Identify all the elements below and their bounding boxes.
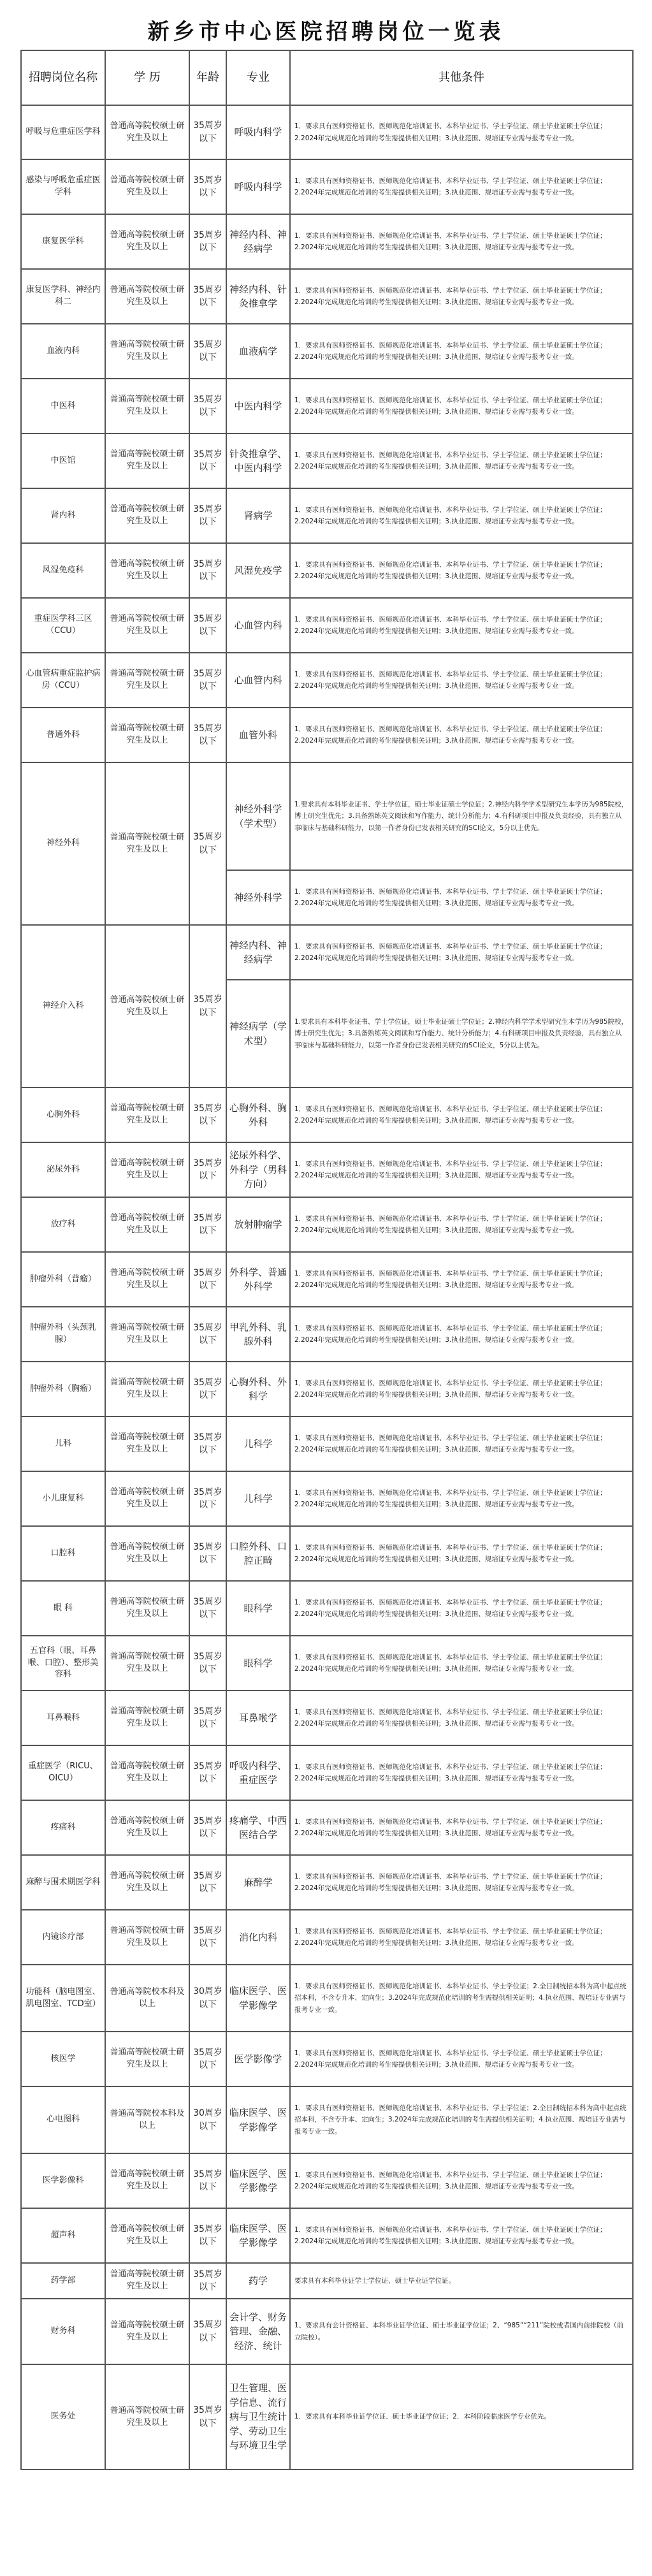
age-cell: 35周岁以下 [189, 269, 226, 324]
education-cell: 普通高等院校硕士研究生及以上 [105, 1416, 189, 1471]
major-cell: 神经内科、神经病学 [226, 214, 290, 269]
table-row [21, 1416, 633, 1471]
major-cell: 心血管内科 [226, 598, 290, 653]
age-cell: 35周岁以下 [189, 1197, 226, 1252]
table-row [21, 324, 633, 379]
education-cell: 普通高等院校硕士研究生及以上 [105, 1088, 189, 1142]
education-cell: 普通高等院校硕士研究生及以上 [105, 543, 189, 598]
education-cell: 普通高等院校硕士研究生及以上 [105, 324, 189, 379]
table-row [21, 1965, 633, 2032]
age-cell: 35周岁以下 [189, 324, 226, 379]
education-cell: 普通高等院校硕士研究生及以上 [105, 1471, 189, 1526]
education-cell: 普通高等院校本科及以上 [105, 1965, 189, 2032]
table-row [21, 269, 633, 324]
education-cell: 普通高等院校硕士研究生及以上 [105, 1745, 189, 1800]
major-cell: 会计学、财务管理、金融、经济、统计 [226, 2299, 290, 2364]
age-cell: 35周岁以下 [189, 105, 226, 159]
conditions-cell: 1．要求具有医师资格证书、医师规范化培训证书、本科毕业证书、学士学位证、硕士毕业证硕士学位证；2.2024年完成规范化培训的考生需提供相关证明；3.执业范围、规培证专业需与报考专业一致。 [290, 925, 633, 980]
conditions-cell: 1．要求具有医师资格证书、医师规范化培训证书、本科毕业证书、学士学位证、硕士毕业证硕士学位证；2.2024年完成规范化培训的考生需提供相关证明；3.执业范围、规培证专业需与报考专业一致。 [290, 105, 633, 159]
major-cell: 眼科学 [226, 1636, 290, 1691]
education-cell: 普通高等院校硕士研究生及以上 [105, 2208, 189, 2263]
age-cell: 35周岁以下 [189, 1581, 226, 1636]
dept-cell: 肿瘤外科（普瘤） [21, 1252, 105, 1307]
age-cell: 35周岁以下 [189, 1471, 226, 1526]
conditions-cell: 1．要求具有医师资格证书、医师规范化培训证书、本科毕业证书、学士学位证、硕士毕业证硕士学位证；2.2024年完成规范化培训的考生需提供相关证明；3.执业范围、规培证专业需与报考专业一致。 [290, 1691, 633, 1745]
major-cell: 中医内科学 [226, 379, 290, 433]
dept-cell: 普通外科 [21, 708, 105, 762]
major-cell: 风湿免疫学 [226, 543, 290, 598]
dept-cell: 康复医学科 [21, 214, 105, 269]
age-cell: 35周岁以下 [189, 1910, 226, 1965]
major-cell: 神经内科、神经病学 [226, 925, 290, 980]
conditions-cell: 1．要求具有医师资格证书、医师规范化培训证书、本科毕业证书、学士学位证、硕士毕业证硕士学位证；2.2024年完成规范化培训的考生需提供相关证明；3.执业范围、规培证专业需与报考专业一致。 [290, 1800, 633, 1855]
table-row [21, 1526, 633, 1581]
major-cell: 临床医学、医学影像学 [226, 1965, 290, 2032]
major-cell: 针灸推拿学、中医内科学 [226, 433, 290, 488]
age-cell: 35周岁以下 [189, 1088, 226, 1142]
header-major: 专业 [226, 50, 290, 105]
major-cell: 口腔外科、口腔正畸 [226, 1526, 290, 1581]
age-cell: 35周岁以下 [189, 1800, 226, 1855]
major-cell: 眼科学 [226, 1581, 290, 1636]
age-cell: 35周岁以下 [189, 2032, 226, 2086]
age-cell: 35周岁以下 [189, 2263, 226, 2299]
conditions-cell: 1．要求具有医师资格证书、医师规范化培训证书、本科毕业证书、学士学位证、硕士毕业证硕士学位证；2.2024年完成规范化培训的考生需提供相关证明；3.执业范围、规培证专业需与报考专业一致。 [290, 488, 633, 543]
conditions-cell: 1．要求具有医师资格证书、医师规范化培训证书、本科毕业证书、学士学位证、硕士毕业证硕士学位证；2.2024年完成规范化培训的考生需提供相关证明；3.执业范围、规培证专业需与报考专业一致。 [290, 708, 633, 762]
table-row [21, 1636, 633, 1691]
dept-cell: 心血管病重症监护病房（CCU） [21, 653, 105, 708]
major-cell: 呼吸内科学 [226, 159, 290, 214]
conditions-cell: 1．要求具有医师资格证书、医师规范化培训证书、本科毕业证书、学士学位证、硕士毕业证硕士学位证；2.2024年完成规范化培训的考生需提供相关证明；3.执业范围、规培证专业需与报考专业一致。 [290, 1581, 633, 1636]
conditions-cell: 1．要求具有医师资格证书、医师规范化培训证书、本科毕业证书、学士学位证、硕士毕业证硕士学位证；2.2024年完成规范化培训的考生需提供相关证明；3.执业范围、规培证专业需与报考专业一致。 [290, 1362, 633, 1416]
table-row [21, 708, 633, 762]
conditions-cell: 1．要求具有医师资格证书、医师规范化培训证书、本科毕业证书、学士学位证、硕士毕业证硕士学位证；2.2024年完成规范化培训的考生需提供相关证明；3.执业范围、规培证专业需与报考专业一致。 [290, 870, 633, 925]
table-row [21, 2208, 633, 2263]
dept-cell: 重症医学科三区（CCU） [21, 598, 105, 653]
table-row [21, 159, 633, 214]
education-cell: 普通高等院校硕士研究生及以上 [105, 1636, 189, 1691]
major-cell: 药学 [226, 2263, 290, 2299]
education-cell: 普通高等院校硕士研究生及以上 [105, 1800, 189, 1855]
conditions-cell: 1.要求具有本科毕业证书、学士学位证，硕士毕业证硕士学位证；2.神经内科学学术型研究生本学历为985院校，博士研究生优先；3.具备熟练英文阅读和写作能力、统计分析能力；4.有科研项目申报及负责经验，具有独立从事临床与基础科研能力，以第一作者身份已发表相关研究的SCI论文，5分以上优先。 [290, 980, 633, 1088]
major-cell: 心血管内科 [226, 653, 290, 708]
major-cell: 呼吸内科学、重症医学 [226, 1745, 290, 1800]
table-row [21, 433, 633, 488]
conditions-cell: 1．要求具有医师资格证书、医师规范化培训证书、本科毕业证书、学士学位证、硕士毕业证硕士学位证；2.2024年完成规范化培训的考生需提供相关证明；3.执业范围、规培证专业需与报考专业一致。 [290, 1252, 633, 1307]
major-cell: 神经内科、针灸推拿学 [226, 269, 290, 324]
education-cell: 普通高等院校硕士研究生及以上 [105, 1581, 189, 1636]
dept-cell: 小儿康复科 [21, 1471, 105, 1526]
table-row [21, 1362, 633, 1416]
age-cell: 35周岁以下 [189, 2364, 226, 2470]
table-row [21, 1581, 633, 1636]
table-row [21, 1800, 633, 1855]
dept-cell: 核医学 [21, 2032, 105, 2086]
table-row [21, 2153, 633, 2208]
table-body [21, 105, 633, 2470]
conditions-cell: 1．要求具有医师资格证书、医师规范化培训证书、本科毕业证书、学士学位证、硕士毕业证硕士学位证；2.2024年完成规范化培训的考生需提供相关证明；3.执业范围、规培证专业需与报考专业一致。 [290, 1636, 633, 1691]
dept-cell: 心电图科 [21, 2086, 105, 2153]
age-cell: 35周岁以下 [189, 2208, 226, 2263]
education-cell: 普通高等院校硕士研究生及以上 [105, 653, 189, 708]
major-cell: 麻醉学 [226, 1855, 290, 1910]
major-cell: 医学影像学 [226, 2032, 290, 2086]
conditions-cell: 1．要求具有医师资格证书、医师规范化培训证书、本科毕业证书、学士学位证、硕士毕业证硕士学位证；2.2024年完成规范化培训的考生需提供相关证明；3.执业范围、规培证专业需与报考专业一致。 [290, 269, 633, 324]
age-cell: 35周岁以下 [189, 1307, 226, 1362]
education-cell: 普通高等院校硕士研究生及以上 [105, 2299, 189, 2364]
age-cell: 35周岁以下 [189, 1416, 226, 1471]
dept-cell: 神经外科 [21, 762, 105, 925]
major-cell: 心胸外科、外科学 [226, 1362, 290, 1416]
conditions-cell: 1．要求具有医师资格证书、医师规范化培训证书、本科毕业证书、学士学位证、硕士毕业证硕士学位证；2.2024年完成规范化培训的考生需提供相关证明；3.执业范围、规培证专业需与报考专业一致。 [290, 379, 633, 433]
table-row [21, 1307, 633, 1362]
age-cell: 35周岁以下 [189, 1252, 226, 1307]
dept-cell: 五官科（眼、耳鼻喉、口腔）、整形美容科 [21, 1636, 105, 1691]
age-cell: 35周岁以下 [189, 1362, 226, 1416]
education-cell: 普通高等院校硕士研究生及以上 [105, 2364, 189, 2470]
conditions-cell: 1．要求具有医师资格证书、医师规范化培训证书、本科毕业证书、学士学位证、硕士毕业证硕士学位证；2.2024年完成规范化培训的考生需提供相关证明；3.执业范围、规培证专业需与报考专业一致。 [290, 1745, 633, 1800]
conditions-cell: 1．要求具有医师资格证书、医师规范化培训证书、本科毕业证书、学士学位证、硕士毕业证硕士学位证；2.2024年完成规范化培训的考生需提供相关证明；3.执业范围、规培证专业需与报考专业一致。 [290, 324, 633, 379]
conditions-cell: 1．要求具有医师资格证书、医师规范化培训证书、本科毕业证书、学士学位证、硕士毕业证硕士学位证；2.2024年完成规范化培训的考生需提供相关证明；3.执业范围、规培证专业需与报考专业一致。 [290, 2153, 633, 2208]
major-cell: 临床医学、医学影像学 [226, 2086, 290, 2153]
table-row [21, 2086, 633, 2153]
age-cell: 35周岁以下 [189, 1691, 226, 1745]
table-row [21, 379, 633, 433]
education-cell: 普通高等院校硕士研究生及以上 [105, 214, 189, 269]
age-cell: 35周岁以下 [189, 2153, 226, 2208]
age-cell: 35周岁以下 [189, 379, 226, 433]
age-cell: 35周岁以下 [189, 598, 226, 653]
conditions-cell: 1．要求具有医师资格证书、医师规范化培训证书、本科毕业证书、学士学位证、硕士毕业证硕士学位证；2.2024年完成规范化培训的考生需提供相关证明；3.执业范围、规培证专业需与报考专业一致。 [290, 1855, 633, 1910]
education-cell: 普通高等院校硕士研究生及以上 [105, 2153, 189, 2208]
age-cell: 35周岁以下 [189, 433, 226, 488]
dept-cell: 神经介入科 [21, 925, 105, 1088]
age-cell: 35周岁以下 [189, 2299, 226, 2364]
conditions-cell: 1．要求具有医师资格证书、医师规范化培训证书、本科毕业证书、学士学位证、硕士毕业证硕士学位证；2.2024年完成规范化培训的考生需提供相关证明；3.执业范围、规培证专业需与报考专业一致。 [290, 1416, 633, 1471]
education-cell: 普通高等院校本科及以上 [105, 2086, 189, 2153]
conditions-cell: 1．要求具有医师资格证书、医师规范化培训证书、本科毕业证书、学士学位证；2.全日制统招本科为高中起点统招本科，不含专升本、定向生；3.2024年完成规范化培训的考生需提供相关证明；4.执业范围、规培证专业需与报考专业一致。 [290, 1965, 633, 2032]
age-cell: 35周岁以下 [189, 543, 226, 598]
table-row [21, 1088, 633, 1142]
major-cell: 甲乳外科、乳腺外科 [226, 1307, 290, 1362]
major-cell: 耳鼻喉学 [226, 1691, 290, 1745]
dept-cell: 康复医学科、神经内科二 [21, 269, 105, 324]
education-cell: 普通高等院校硕士研究生及以上 [105, 1142, 189, 1197]
table-row [21, 1691, 633, 1745]
table-row [21, 543, 633, 598]
dept-cell: 感染与呼吸危重症医学科 [21, 159, 105, 214]
conditions-cell: 1．要求具有医师资格证书、医师规范化培训证书、本科毕业证书、学士学位证、硕士毕业证硕士学位证；2.2024年完成规范化培训的考生需提供相关证明；3.执业范围、规培证专业需与报考专业一致。 [290, 598, 633, 653]
dept-cell: 财务科 [21, 2299, 105, 2364]
education-cell: 普通高等院校硕士研究生及以上 [105, 1910, 189, 1965]
education-cell: 普通高等院校硕士研究生及以上 [105, 269, 189, 324]
education-cell: 普通高等院校硕士研究生及以上 [105, 159, 189, 214]
education-cell: 普通高等院校硕士研究生及以上 [105, 1307, 189, 1362]
conditions-cell: 1．要求具有医师资格证书、医师规范化培训证书、本科毕业证书、学士学位证、硕士毕业证硕士学位证；2.2024年完成规范化培训的考生需提供相关证明；3.执业范围、规培证专业需与报考专业一致。 [290, 653, 633, 708]
conditions-cell: 1.要求具有本科毕业证书、学士学位证，硕士毕业证硕士学位证；2.神经内科学学术型研究生本学历为985院校，博士研究生优先；3.具备熟练英文阅读和写作能力、统计分析能力；4.有科研项目申报及负责经验，具有独立从事临床与基础科研能力，以第一作者身份已发表相关研究的SCI论文，5分以上优先。 [290, 762, 633, 870]
major-cell: 神经外科学 [226, 870, 290, 925]
dept-cell: 重症医学（RICU、OICU） [21, 1745, 105, 1800]
conditions-cell: 1．要求具有医师资格证书、医师规范化培训证书、本科毕业证书、学士学位证、硕士毕业证硕士学位证；2.2024年完成规范化培训的考生需提供相关证明；3.执业范围、规培证专业需与报考专业一致。 [290, 1142, 633, 1197]
conditions-cell: 1．要求具有医师资格证书、医师规范化培训证书、本科毕业证书、学士学位证、硕士毕业证硕士学位证；2.2024年完成规范化培训的考生需提供相关证明；3.执业范围、规培证专业需与报考专业一致。 [290, 1307, 633, 1362]
conditions-cell: 要求具有本科毕业证学士学位证、硕士毕业证学位证。 [290, 2263, 633, 2299]
education-cell: 普通高等院校硕士研究生及以上 [105, 1526, 189, 1581]
dept-cell: 心胸外科 [21, 1088, 105, 1142]
education-cell: 普通高等院校硕士研究生及以上 [105, 433, 189, 488]
age-cell: 35周岁以下 [189, 653, 226, 708]
dept-cell: 内镜诊疗部 [21, 1910, 105, 1965]
education-cell: 普通高等院校硕士研究生及以上 [105, 925, 189, 1088]
table-row [21, 2032, 633, 2086]
major-cell: 心胸外科、胸外科 [226, 1088, 290, 1142]
education-cell: 普通高等院校硕士研究生及以上 [105, 708, 189, 762]
conditions-cell: 1．要求具有医师资格证书、医师规范化培训证书、本科毕业证书、学士学位证、硕士毕业证硕士学位证；2.2024年完成规范化培训的考生需提供相关证明；3.执业范围、规培证专业需与报考专业一致。 [290, 1088, 633, 1142]
age-cell: 35周岁以下 [189, 1142, 226, 1197]
conditions-cell: 1．要求具有医师资格证书、医师规范化培训证书、本科毕业证书、学士学位证、硕士毕业证硕士学位证；2.2024年完成规范化培训的考生需提供相关证明；3.执业范围、规培证专业需与报考专业一致。 [290, 2032, 633, 2086]
dept-cell: 泌尿外科 [21, 1142, 105, 1197]
education-cell: 普通高等院校硕士研究生及以上 [105, 762, 189, 925]
major-cell: 儿科学 [226, 1471, 290, 1526]
dept-cell: 麻醉与围术期医学科 [21, 1855, 105, 1910]
major-cell: 放射肿瘤学 [226, 1197, 290, 1252]
conditions-cell: 1．要求具有医师资格证书、医师规范化培训证书、本科毕业证书、学士学位证、硕士毕业证硕士学位证；2.2024年完成规范化培训的考生需提供相关证明；3.执业范围、规培证专业需与报考专业一致。 [290, 543, 633, 598]
table-row [21, 1142, 633, 1197]
dept-cell: 肿瘤外科（胸瘤） [21, 1362, 105, 1416]
table-row [21, 653, 633, 708]
header-edu: 学 历 [105, 50, 189, 105]
dept-cell: 口腔科 [21, 1526, 105, 1581]
age-cell: 35周岁以下 [189, 762, 226, 925]
conditions-cell: 1．要求具有医师资格证书、医师规范化培训证书、本科毕业证书、学士学位证、硕士毕业证硕士学位证；2.2024年完成规范化培训的考生需提供相关证明；3.执业范围、规培证专业需与报考专业一致。 [290, 433, 633, 488]
table-header-row [21, 50, 633, 105]
age-cell: 35周岁以下 [189, 159, 226, 214]
education-cell: 普通高等院校硕士研究生及以上 [105, 1855, 189, 1910]
dept-cell: 儿科 [21, 1416, 105, 1471]
education-cell: 普通高等院校硕士研究生及以上 [105, 105, 189, 159]
dept-cell: 功能科（脑电图室、肌电图室、TCD室） [21, 1965, 105, 2032]
conditions-cell: 1．要求具有医师资格证书、医师规范化培训证书、本科毕业证书、学士学位证、硕士毕业证硕士学位证；2.2024年完成规范化培训的考生需提供相关证明；3.执业范围、规培证专业需与报考专业一致。 [290, 214, 633, 269]
dept-cell: 血液内科 [21, 324, 105, 379]
age-cell: 35周岁以下 [189, 1636, 226, 1691]
table-row [21, 2263, 633, 2299]
education-cell: 普通高等院校硕士研究生及以上 [105, 2032, 189, 2086]
conditions-cell: 1．要求具有医师资格证书、医师规范化培训证书、本科毕业证书、学士学位证、硕士毕业证硕士学位证；2.2024年完成规范化培训的考生需提供相关证明；3.执业范围、规培证专业需与报考专业一致。 [290, 159, 633, 214]
major-cell: 呼吸内科学 [226, 105, 290, 159]
conditions-cell: 1、要求具有会计资格证、本科毕业证学位证、硕士毕业证学位证；2、“985”“211”院校或者国内前排院校（前立院校）。 [290, 2299, 633, 2364]
age-cell: 35周岁以下 [189, 1745, 226, 1800]
dept-cell: 疼痛科 [21, 1800, 105, 1855]
header-age: 年龄 [189, 50, 226, 105]
age-cell: 35周岁以下 [189, 1855, 226, 1910]
dept-cell: 放疗科 [21, 1197, 105, 1252]
major-cell: 血管外科 [226, 708, 290, 762]
dept-cell: 医学影像科 [21, 2153, 105, 2208]
education-cell: 普通高等院校硕士研究生及以上 [105, 1197, 189, 1252]
conditions-cell: 1．要求具有医师资格证书、医师规范化培训证书、本科毕业证书、学士学位证、硕士毕业证硕士学位证；2.2024年完成规范化培训的考生需提供相关证明；3.执业范围、规培证专业需与报考专业一致。 [290, 1526, 633, 1581]
table-row [21, 1855, 633, 1910]
table-row [21, 1471, 633, 1526]
table-row [21, 1745, 633, 1800]
dept-cell: 肾内科 [21, 488, 105, 543]
education-cell: 普通高等院校硕士研究生及以上 [105, 598, 189, 653]
header-cond: 其他条件 [290, 50, 633, 105]
table-row [21, 1252, 633, 1307]
conditions-cell: 1．要求具有本科毕业证学位证、硕士毕业证学位证；2．本科阶段临床医学专业优先。 [290, 2364, 633, 2470]
recruitment-table [20, 50, 634, 2470]
education-cell: 普通高等院校硕士研究生及以上 [105, 379, 189, 433]
table-row [21, 214, 633, 269]
conditions-cell: 1．要求具有医师资格证书、医师规范化培训证书、本科毕业证书、学士学位证、硕士毕业证硕士学位证；2.2024年完成规范化培训的考生需提供相关证明；3.执业范围、规培证专业需与报考专业一致。 [290, 1471, 633, 1526]
table-row [21, 598, 633, 653]
education-cell: 普通高等院校硕士研究生及以上 [105, 2263, 189, 2299]
education-cell: 普通高等院校硕士研究生及以上 [105, 1362, 189, 1416]
conditions-cell: 1．要求具有医师资格证书、医师规范化培训证书、本科毕业证书、学士学位证、硕士毕业证硕士学位证；2.2024年完成规范化培训的考生需提供相关证明；3.执业范围、规培证专业需与报考专业一致。 [290, 1197, 633, 1252]
education-cell: 普通高等院校硕士研究生及以上 [105, 1691, 189, 1745]
dept-cell: 肿瘤外科（头颈乳腺） [21, 1307, 105, 1362]
conditions-cell: 1．要求具有医师资格证书、医师规范化培训证书、本科毕业证书、学士学位证；2.全日制统招本科为高中起点统招本科，不含专升本、定向生；3.2024年完成规范化培训的考生需提供相关证明；4.执业范围、规培证专业需与报考专业一致。 [290, 2086, 633, 2153]
age-cell: 35周岁以下 [189, 1526, 226, 1581]
age-cell: 35周岁以下 [189, 925, 226, 1088]
major-cell: 儿科学 [226, 1416, 290, 1471]
major-cell: 临床医学、医学影像学 [226, 2208, 290, 2263]
dept-cell: 超声科 [21, 2208, 105, 2263]
table-row [21, 105, 633, 159]
major-cell: 疼痛学、中西医结合学 [226, 1800, 290, 1855]
major-cell: 消化内科 [226, 1910, 290, 1965]
age-cell: 30周岁以下 [189, 2086, 226, 2153]
dept-cell: 医务处 [21, 2364, 105, 2470]
table-row [21, 925, 633, 980]
major-cell: 血液病学 [226, 324, 290, 379]
dept-cell: 眼 科 [21, 1581, 105, 1636]
table-row [21, 2364, 633, 2470]
table-row [21, 762, 633, 870]
major-cell: 神经病学（学术型） [226, 980, 290, 1088]
age-cell: 30周岁以下 [189, 1965, 226, 2032]
dept-cell: 风湿免疫科 [21, 543, 105, 598]
dept-cell: 药学部 [21, 2263, 105, 2299]
age-cell: 35周岁以下 [189, 214, 226, 269]
table-row [21, 1910, 633, 1965]
major-cell: 神经外科学（学术型） [226, 762, 290, 870]
conditions-cell: 1．要求具有医师资格证书、医师规范化培训证书、本科毕业证书、学士学位证、硕士毕业证硕士学位证；2.2024年完成规范化培训的考生需提供相关证明；3.执业范围、规培证专业需与报考专业一致。 [290, 1910, 633, 1965]
conditions-cell: 1．要求具有医师资格证书、医师规范化培训证书、本科毕业证书、学士学位证、硕士毕业证硕士学位证；2.2024年完成规范化培训的考生需提供相关证明；3.执业范围、规培证专业需与报考专业一致。 [290, 2208, 633, 2263]
major-cell: 卫生管理、医学信息、流行病与卫生统计学、劳动卫生与环境卫生学 [226, 2364, 290, 2470]
major-cell: 临床医学、医学影像学 [226, 2153, 290, 2208]
education-cell: 普通高等院校硕士研究生及以上 [105, 488, 189, 543]
major-cell: 肾病学 [226, 488, 290, 543]
dept-cell: 呼吸与危重症医学科 [21, 105, 105, 159]
major-cell: 泌尿外科学、外科学（男科方向） [226, 1142, 290, 1197]
education-cell: 普通高等院校硕士研究生及以上 [105, 1252, 189, 1307]
dept-cell: 中医馆 [21, 433, 105, 488]
table-row [21, 1197, 633, 1252]
table-row [21, 2299, 633, 2364]
table-row [21, 488, 633, 543]
age-cell: 35周岁以下 [189, 708, 226, 762]
header-dept: 招聘岗位名称 [21, 50, 105, 105]
dept-cell: 中医科 [21, 379, 105, 433]
major-cell: 外科学、普通外科学 [226, 1252, 290, 1307]
page-title: 新乡市中心医院招聘岗位一览表 [147, 19, 505, 45]
dept-cell: 耳鼻喉科 [21, 1691, 105, 1745]
age-cell: 35周岁以下 [189, 488, 226, 543]
